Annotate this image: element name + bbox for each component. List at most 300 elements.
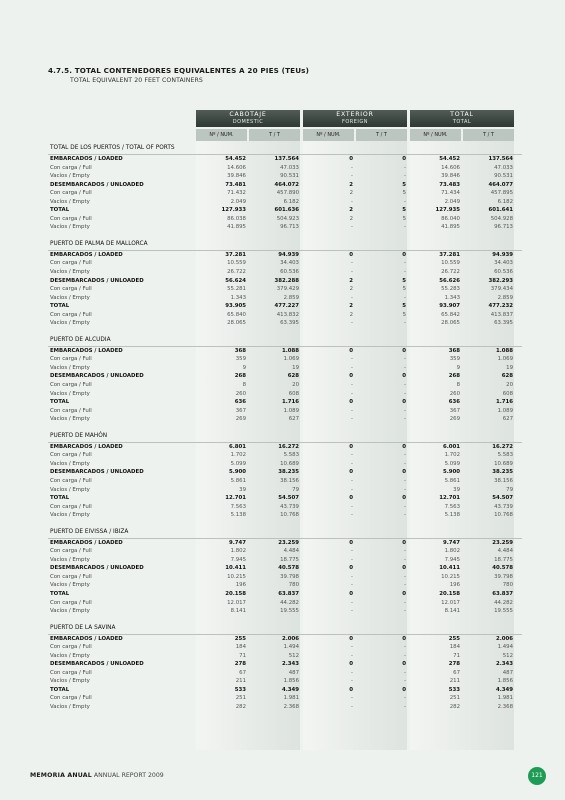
cell-value: 1.089: [283, 407, 299, 414]
cell-value: 0: [349, 661, 353, 668]
cell-value: 367: [235, 407, 246, 414]
cell-value: 6.182: [497, 198, 513, 205]
cell-value: 368: [234, 347, 246, 354]
cell-value: 5: [402, 207, 406, 214]
cell-value: 5: [402, 311, 406, 318]
group-sub: TOTAL: [452, 119, 472, 125]
table-row: [48, 372, 522, 381]
table-row: [48, 364, 522, 373]
cell-value: 5: [402, 286, 406, 293]
cell-value: 0: [349, 443, 353, 450]
cell-value: 457.895: [490, 190, 513, 197]
table-row: [48, 390, 522, 399]
cell-value: 2: [349, 181, 353, 188]
cell-value: 10.559: [227, 260, 246, 267]
cell-value: 67: [239, 669, 246, 676]
cell-value: 0: [402, 347, 406, 354]
cell-value: 2.859: [497, 294, 513, 301]
cell-value: 10.559: [441, 260, 460, 267]
cell-value: 2.368: [283, 703, 299, 710]
cell-value: -: [404, 224, 406, 231]
row-label: Con carga / Full: [50, 382, 92, 389]
row-label: Vacíos / Empty: [50, 703, 90, 710]
cell-value: 2: [349, 286, 353, 293]
row-label: Con carga / Full: [50, 548, 92, 555]
row-label: EMBARCADOS / LOADED: [50, 251, 123, 258]
cell-value: 90.531: [494, 173, 513, 180]
cell-value: 10.411: [225, 565, 246, 572]
cell-value: 1.343: [444, 294, 460, 301]
row-label: EMBARCADOS / LOADED: [50, 635, 123, 642]
cell-value: 627: [502, 416, 513, 423]
cell-value: 137.564: [274, 156, 299, 162]
cell-value: 367: [449, 407, 460, 414]
row-label: EMBARCADOS / LOADED: [50, 156, 123, 162]
cell-value: -: [351, 320, 353, 327]
cell-value: 1.089: [497, 407, 513, 414]
table-row: [48, 503, 522, 512]
cell-value: 39.798: [494, 573, 513, 580]
row-label: TOTAL: [50, 207, 70, 214]
data-table: [48, 141, 522, 717]
cell-value: 1.702: [230, 452, 246, 459]
cell-value: 2: [349, 207, 353, 214]
cell-value: 73.481: [225, 181, 246, 188]
cell-value: -: [404, 608, 406, 615]
row-label: EMBARCADOS / LOADED: [50, 347, 123, 354]
table-row: [48, 652, 522, 661]
cell-value: 5.900: [442, 469, 460, 476]
cell-value: 34.403: [280, 260, 299, 267]
cell-value: -: [351, 608, 353, 615]
cell-value: 1.494: [497, 644, 513, 651]
cell-value: 10.768: [494, 512, 513, 519]
row-label: EMBARCADOS / LOADED: [50, 443, 123, 450]
cell-value: 0: [402, 469, 406, 476]
footer-rest: ANNUAL REPORT 2009: [93, 772, 164, 779]
table-row: [48, 155, 522, 164]
cell-value: 90.531: [280, 173, 299, 180]
cell-value: 5.583: [283, 452, 299, 459]
group-header-domestic: [196, 110, 300, 127]
cell-value: -: [351, 407, 353, 414]
row-label: DESEMBARCADOS / UNLOADED: [50, 181, 144, 188]
cell-value: 41.895: [441, 224, 460, 231]
row-label: Con carga / Full: [50, 286, 92, 293]
cell-value: 4.484: [497, 548, 513, 555]
cell-value: 63.837: [278, 590, 299, 597]
cell-value: 5: [402, 190, 406, 197]
cell-value: 4.349: [281, 686, 299, 693]
cell-value: 636: [234, 399, 246, 406]
table-row: [48, 198, 522, 207]
cell-value: 9: [456, 364, 460, 371]
cell-value: 278: [234, 661, 246, 668]
cell-value: 34.403: [494, 260, 513, 267]
cell-value: 86.040: [441, 215, 460, 222]
cell-value: -: [351, 652, 353, 659]
cell-value: 2.006: [281, 635, 299, 642]
cell-value: 93.907: [439, 303, 460, 310]
cell-value: 12.017: [441, 599, 460, 606]
cell-value: 71.432: [227, 190, 246, 197]
cell-value: -: [404, 260, 406, 267]
row-label: Vacíos / Empty: [50, 460, 90, 467]
cell-value: 38.156: [494, 477, 513, 484]
table-row: [48, 599, 522, 608]
cell-value: 47.033: [280, 164, 299, 171]
cell-value: 2.343: [495, 661, 513, 668]
table-row: [48, 669, 522, 678]
table-row: [48, 468, 522, 477]
cell-value: 23.259: [492, 539, 513, 546]
table-row: [48, 703, 522, 712]
table-section: [48, 525, 522, 621]
table-row: [48, 355, 522, 364]
cell-value: 282: [449, 703, 460, 710]
cell-value: -: [404, 356, 406, 363]
table-row: [48, 206, 522, 215]
subheader-foreign-t: T / T: [356, 129, 407, 141]
table-subtitle: TOTAL EQUIVALENT 20 FEET CONTAINERS: [70, 77, 203, 84]
cell-value: 628: [287, 373, 299, 380]
row-label: Vacíos / Empty: [50, 390, 90, 397]
row-label: Con carga / Full: [50, 356, 92, 363]
cell-value: -: [351, 164, 353, 171]
cell-value: 4.484: [283, 548, 299, 555]
cell-value: 10.689: [280, 460, 299, 467]
row-label: TOTAL: [50, 590, 70, 597]
cell-value: -: [404, 503, 406, 510]
section-title: PUERTO DE LA SAVINA: [48, 621, 522, 635]
cell-value: 196: [449, 582, 460, 589]
cell-value: -: [351, 269, 353, 276]
row-label: Vacíos / Empty: [50, 678, 90, 685]
cell-value: 5: [402, 215, 406, 222]
cell-value: 0: [402, 373, 406, 380]
cell-value: -: [404, 486, 406, 493]
table-row: [48, 451, 522, 460]
row-label: Vacíos / Empty: [50, 294, 90, 301]
cell-value: 86.038: [227, 215, 246, 222]
cell-value: 255: [234, 635, 246, 642]
cell-value: -: [351, 224, 353, 231]
row-label: DESEMBARCADOS / UNLOADED: [50, 661, 144, 668]
cell-value: 39: [453, 486, 460, 493]
cell-value: 0: [349, 495, 353, 502]
table-row: [48, 486, 522, 495]
cell-value: 54.452: [225, 156, 246, 162]
cell-value: 38.235: [278, 469, 299, 476]
table-row: [48, 547, 522, 556]
cell-value: 464.077: [488, 181, 513, 188]
table-row: [48, 251, 522, 260]
row-label: Con carga / Full: [50, 260, 92, 267]
table-row: [48, 398, 522, 407]
row-label: Con carga / Full: [50, 164, 92, 171]
cell-value: 636: [448, 399, 460, 406]
row-label: Con carga / Full: [50, 311, 92, 318]
table-row: [48, 164, 522, 173]
cell-value: 184: [235, 644, 246, 651]
cell-value: 37.281: [439, 251, 460, 258]
footer: [30, 772, 164, 779]
cell-value: 512: [502, 652, 513, 659]
table-row: [48, 347, 522, 356]
cell-value: 43.739: [494, 503, 513, 510]
section-title: PUERTO DE ALCUDIA: [48, 333, 522, 347]
cell-value: 196: [235, 582, 246, 589]
cell-value: 9: [242, 364, 246, 371]
cell-value: -: [351, 512, 353, 519]
table-row: [48, 319, 522, 328]
cell-value: 5.138: [444, 512, 460, 519]
cell-value: 5.099: [444, 460, 460, 467]
cell-value: 6.001: [442, 443, 460, 450]
cell-value: 38.235: [492, 469, 513, 476]
cell-value: 44.282: [494, 599, 513, 606]
row-label: Con carga / Full: [50, 503, 92, 510]
cell-value: 8.141: [230, 608, 246, 615]
table-section: [48, 141, 522, 237]
cell-value: 413.837: [490, 311, 513, 318]
cell-value: 278: [448, 661, 460, 668]
cell-value: 5.900: [228, 469, 246, 476]
row-label: Con carga / Full: [50, 215, 92, 222]
row-label: DESEMBARCADOS / UNLOADED: [50, 565, 144, 572]
row-label: Con carga / Full: [50, 669, 92, 676]
cell-value: 1.716: [281, 399, 299, 406]
cell-value: -: [404, 294, 406, 301]
cell-value: 382.293: [488, 277, 513, 284]
cell-value: 23.259: [278, 539, 299, 546]
cell-value: -: [351, 573, 353, 580]
row-label: Con carga / Full: [50, 573, 92, 580]
row-label: Vacíos / Empty: [50, 364, 90, 371]
cell-value: 608: [288, 390, 299, 397]
table-row: [48, 381, 522, 390]
cell-value: -: [404, 390, 406, 397]
table-row: [48, 181, 522, 190]
table-row: [48, 285, 522, 294]
cell-value: -: [404, 599, 406, 606]
cell-value: 55.283: [441, 286, 460, 293]
footer-bold: MEMORIA ANUAL: [30, 772, 92, 779]
cell-value: 39: [239, 486, 246, 493]
cell-value: -: [351, 669, 353, 676]
table-section: [48, 237, 522, 333]
cell-value: 627: [288, 416, 299, 423]
cell-value: -: [351, 503, 353, 510]
table-row: [48, 189, 522, 198]
cell-value: 1.088: [495, 347, 513, 354]
cell-value: 16.272: [278, 443, 299, 450]
cell-value: 0: [349, 469, 353, 476]
row-label: Con carga / Full: [50, 452, 92, 459]
cell-value: 184: [449, 644, 460, 651]
cell-value: 63.395: [494, 320, 513, 327]
table-row: [48, 677, 522, 686]
cell-value: 260: [449, 390, 460, 397]
cell-value: -: [351, 644, 353, 651]
cell-value: 628: [501, 373, 513, 380]
row-label: Con carga / Full: [50, 599, 92, 606]
cell-value: 94.939: [278, 251, 299, 258]
cell-value: 7.945: [444, 556, 460, 563]
row-label: EMBARCADOS / LOADED: [50, 539, 123, 546]
cell-value: 5.099: [230, 460, 246, 467]
group-name: EXTERIOR: [336, 111, 374, 118]
page-number-badge: 121: [528, 767, 546, 785]
cell-value: 2.859: [283, 294, 299, 301]
row-label: Vacíos / Empty: [50, 512, 90, 519]
cell-value: 1.702: [444, 452, 460, 459]
cell-value: 251: [449, 695, 460, 702]
row-label: DESEMBARCADOS / UNLOADED: [50, 373, 144, 380]
cell-value: -: [404, 452, 406, 459]
section-title: PUERTO DE EIVISSA / IBIZA: [48, 525, 522, 539]
cell-value: 269: [449, 416, 460, 423]
table-row: [48, 407, 522, 416]
cell-value: 0: [349, 539, 353, 546]
cell-value: 0: [402, 495, 406, 502]
table-row: [48, 294, 522, 303]
cell-value: 7.563: [230, 503, 246, 510]
cell-value: 19.555: [494, 608, 513, 615]
cell-value: -: [404, 669, 406, 676]
cell-value: -: [404, 198, 406, 205]
cell-value: 601.641: [488, 207, 513, 214]
cell-value: 47.033: [494, 164, 513, 171]
group-header-total: [410, 110, 514, 127]
cell-value: 512: [288, 652, 299, 659]
cell-value: 10.689: [494, 460, 513, 467]
table-row: [48, 223, 522, 232]
cell-value: -: [351, 460, 353, 467]
cell-value: -: [404, 582, 406, 589]
cell-value: 44.282: [280, 599, 299, 606]
table-row: [48, 635, 522, 644]
row-label: TOTAL: [50, 495, 70, 502]
cell-value: -: [351, 294, 353, 301]
cell-value: -: [404, 548, 406, 555]
table-row: [48, 511, 522, 520]
table-section: [48, 621, 522, 717]
cell-value: 14.606: [441, 164, 460, 171]
row-label: Con carga / Full: [50, 695, 92, 702]
row-label: TOTAL: [50, 399, 70, 406]
cell-value: 0: [349, 565, 353, 572]
cell-value: 20: [506, 382, 513, 389]
table-row: [48, 590, 522, 599]
cell-value: 79: [506, 486, 513, 493]
cell-value: 2: [349, 190, 353, 197]
cell-value: 65.842: [441, 311, 460, 318]
cell-value: 533: [448, 686, 460, 693]
cell-value: 71: [239, 652, 246, 659]
table-row: [48, 556, 522, 565]
cell-value: 0: [402, 590, 406, 597]
row-label: Con carga / Full: [50, 644, 92, 651]
cell-value: -: [351, 390, 353, 397]
cell-value: 54.507: [278, 495, 299, 502]
table-row: [48, 694, 522, 703]
cell-value: -: [351, 260, 353, 267]
cell-value: 1.088: [281, 347, 299, 354]
cell-value: 504.928: [490, 215, 513, 222]
cell-value: 9.747: [442, 539, 460, 546]
table-title: 4.7.5. TOTAL CONTENEDORES EQUIVALENTES A 20 PIES (TEUs): [48, 66, 310, 75]
cell-value: 6.801: [228, 443, 246, 450]
cell-value: 37.281: [225, 251, 246, 258]
cell-value: 487: [288, 669, 299, 676]
cell-value: 5: [402, 303, 406, 310]
cell-value: 28.065: [441, 320, 460, 327]
cell-value: 127.933: [221, 207, 246, 214]
cell-value: 39.798: [280, 573, 299, 580]
cell-value: 71.434: [441, 190, 460, 197]
cell-value: -: [404, 364, 406, 371]
cell-value: 477.227: [274, 303, 299, 310]
cell-value: 0: [402, 539, 406, 546]
cell-value: 56.626: [439, 277, 460, 284]
cell-value: 5: [402, 277, 406, 284]
table-row: [48, 573, 522, 582]
cell-value: 6.182: [283, 198, 299, 205]
row-label: TOTAL: [50, 303, 70, 310]
cell-value: 1.716: [495, 399, 513, 406]
cell-value: 0: [402, 661, 406, 668]
cell-value: 1.802: [230, 548, 246, 555]
cell-value: -: [404, 703, 406, 710]
cell-value: 5.861: [230, 477, 246, 484]
table-row: [48, 660, 522, 669]
row-label: Vacíos / Empty: [50, 608, 90, 615]
cell-value: 2.368: [497, 703, 513, 710]
cell-value: -: [351, 356, 353, 363]
table-row: [48, 415, 522, 424]
row-label: Con carga / Full: [50, 190, 92, 197]
cell-value: 65.840: [227, 311, 246, 318]
cell-value: 60.536: [494, 269, 513, 276]
subheader-total-t: T / T: [463, 129, 514, 141]
table-row: [48, 564, 522, 573]
cell-value: 9.747: [228, 539, 246, 546]
cell-value: 1.981: [497, 695, 513, 702]
cell-value: 14.606: [227, 164, 246, 171]
row-label: DESEMBARCADOS / UNLOADED: [50, 277, 144, 284]
cell-value: 1.981: [283, 695, 299, 702]
row-label: Vacíos / Empty: [50, 652, 90, 659]
row-label: DESEMBARCADOS / UNLOADED: [50, 469, 144, 476]
group-name: CABOTAJE: [229, 111, 267, 118]
cell-value: 12.701: [439, 495, 460, 502]
table-section: [48, 429, 522, 525]
cell-value: 79: [292, 486, 299, 493]
table-row: [48, 607, 522, 616]
cell-value: -: [404, 416, 406, 423]
cell-value: -: [404, 695, 406, 702]
subheader-foreign-num: Nº / NUM.: [303, 129, 354, 141]
row-label: Vacíos / Empty: [50, 269, 90, 276]
cell-value: 71: [453, 652, 460, 659]
cell-value: 8.141: [444, 608, 460, 615]
row-label: Vacíos / Empty: [50, 556, 90, 563]
cell-value: 94.939: [492, 251, 513, 258]
cell-value: 0: [349, 399, 353, 406]
group-header-foreign: [303, 110, 407, 127]
table-row: [48, 539, 522, 548]
